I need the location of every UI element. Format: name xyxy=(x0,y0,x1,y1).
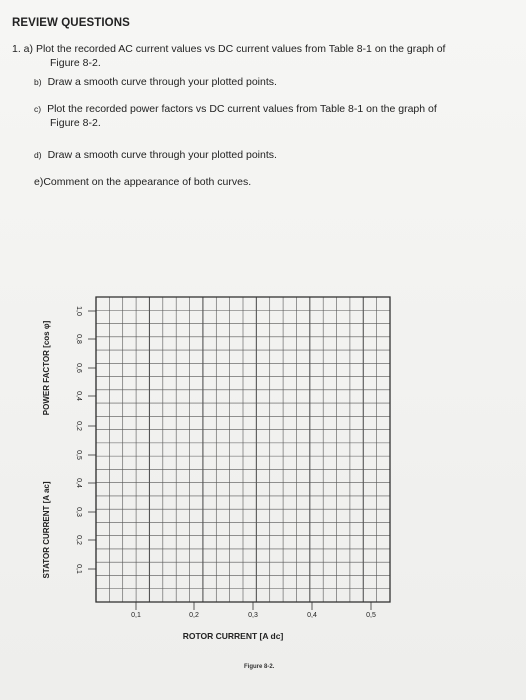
question-1d-number: d) xyxy=(34,150,42,160)
question-1c-number: c) xyxy=(34,104,42,114)
upper-tick-label: 0,6 xyxy=(75,363,82,373)
upper-tick-label: 0,2 xyxy=(75,421,82,431)
x-tick-label: 0,4 xyxy=(307,612,317,619)
x-tick-label: 0,3 xyxy=(248,612,258,619)
question-1a-text: Plot the recorded AC current values vs DC current values from Table 8-1 on the graph of xyxy=(35,43,446,55)
upper-tick-label: 0,4 xyxy=(75,391,82,401)
lower-tick-label: 0,5 xyxy=(75,450,82,460)
upper-tick-label: 0,8 xyxy=(75,334,82,344)
y-axis-label-power-factor: POWER FACTOR [cos φ] xyxy=(42,320,51,416)
upper-tick-label: 1,0 xyxy=(75,306,82,316)
lower-tick-label: 0,1 xyxy=(75,564,82,574)
question-1b-text: Draw a smooth curve through your plotted points. xyxy=(47,76,277,88)
x-tick-label: 0,2 xyxy=(189,612,199,619)
question-1b-number: b) xyxy=(34,77,42,87)
x-tick-label: 0,5 xyxy=(366,612,376,619)
x-axis-label: ROTOR CURRENT [A dc] xyxy=(182,631,284,641)
graph-labels xyxy=(42,306,376,641)
question-1e: e)Comment on the appearance of both curves. xyxy=(34,176,252,188)
x-tick-label: 0,1 xyxy=(131,612,141,619)
graph-grid xyxy=(96,297,390,602)
question-1c-continuation: Figure 8-2. xyxy=(50,117,101,129)
lower-tick-label: 0,3 xyxy=(75,507,82,517)
question-1a-continuation: Figure 8-2. xyxy=(50,57,101,69)
section-heading: REVIEW QUESTIONS xyxy=(12,17,130,29)
figure-caption: Figure 8-2. xyxy=(244,664,275,670)
y-axis-label-stator-current: STATOR CURRENT [A ac] xyxy=(42,481,51,579)
question-1c-text: Plot the recorded power factors vs DC current values from Table 8-1 on the graph of xyxy=(47,103,437,115)
lower-tick-label: 0,2 xyxy=(75,535,82,545)
question-1a-number: 1. a) xyxy=(12,43,34,55)
lower-tick-label: 0,4 xyxy=(75,478,82,488)
question-1d-text: Draw a smooth curve through your plotted points. xyxy=(47,149,277,161)
